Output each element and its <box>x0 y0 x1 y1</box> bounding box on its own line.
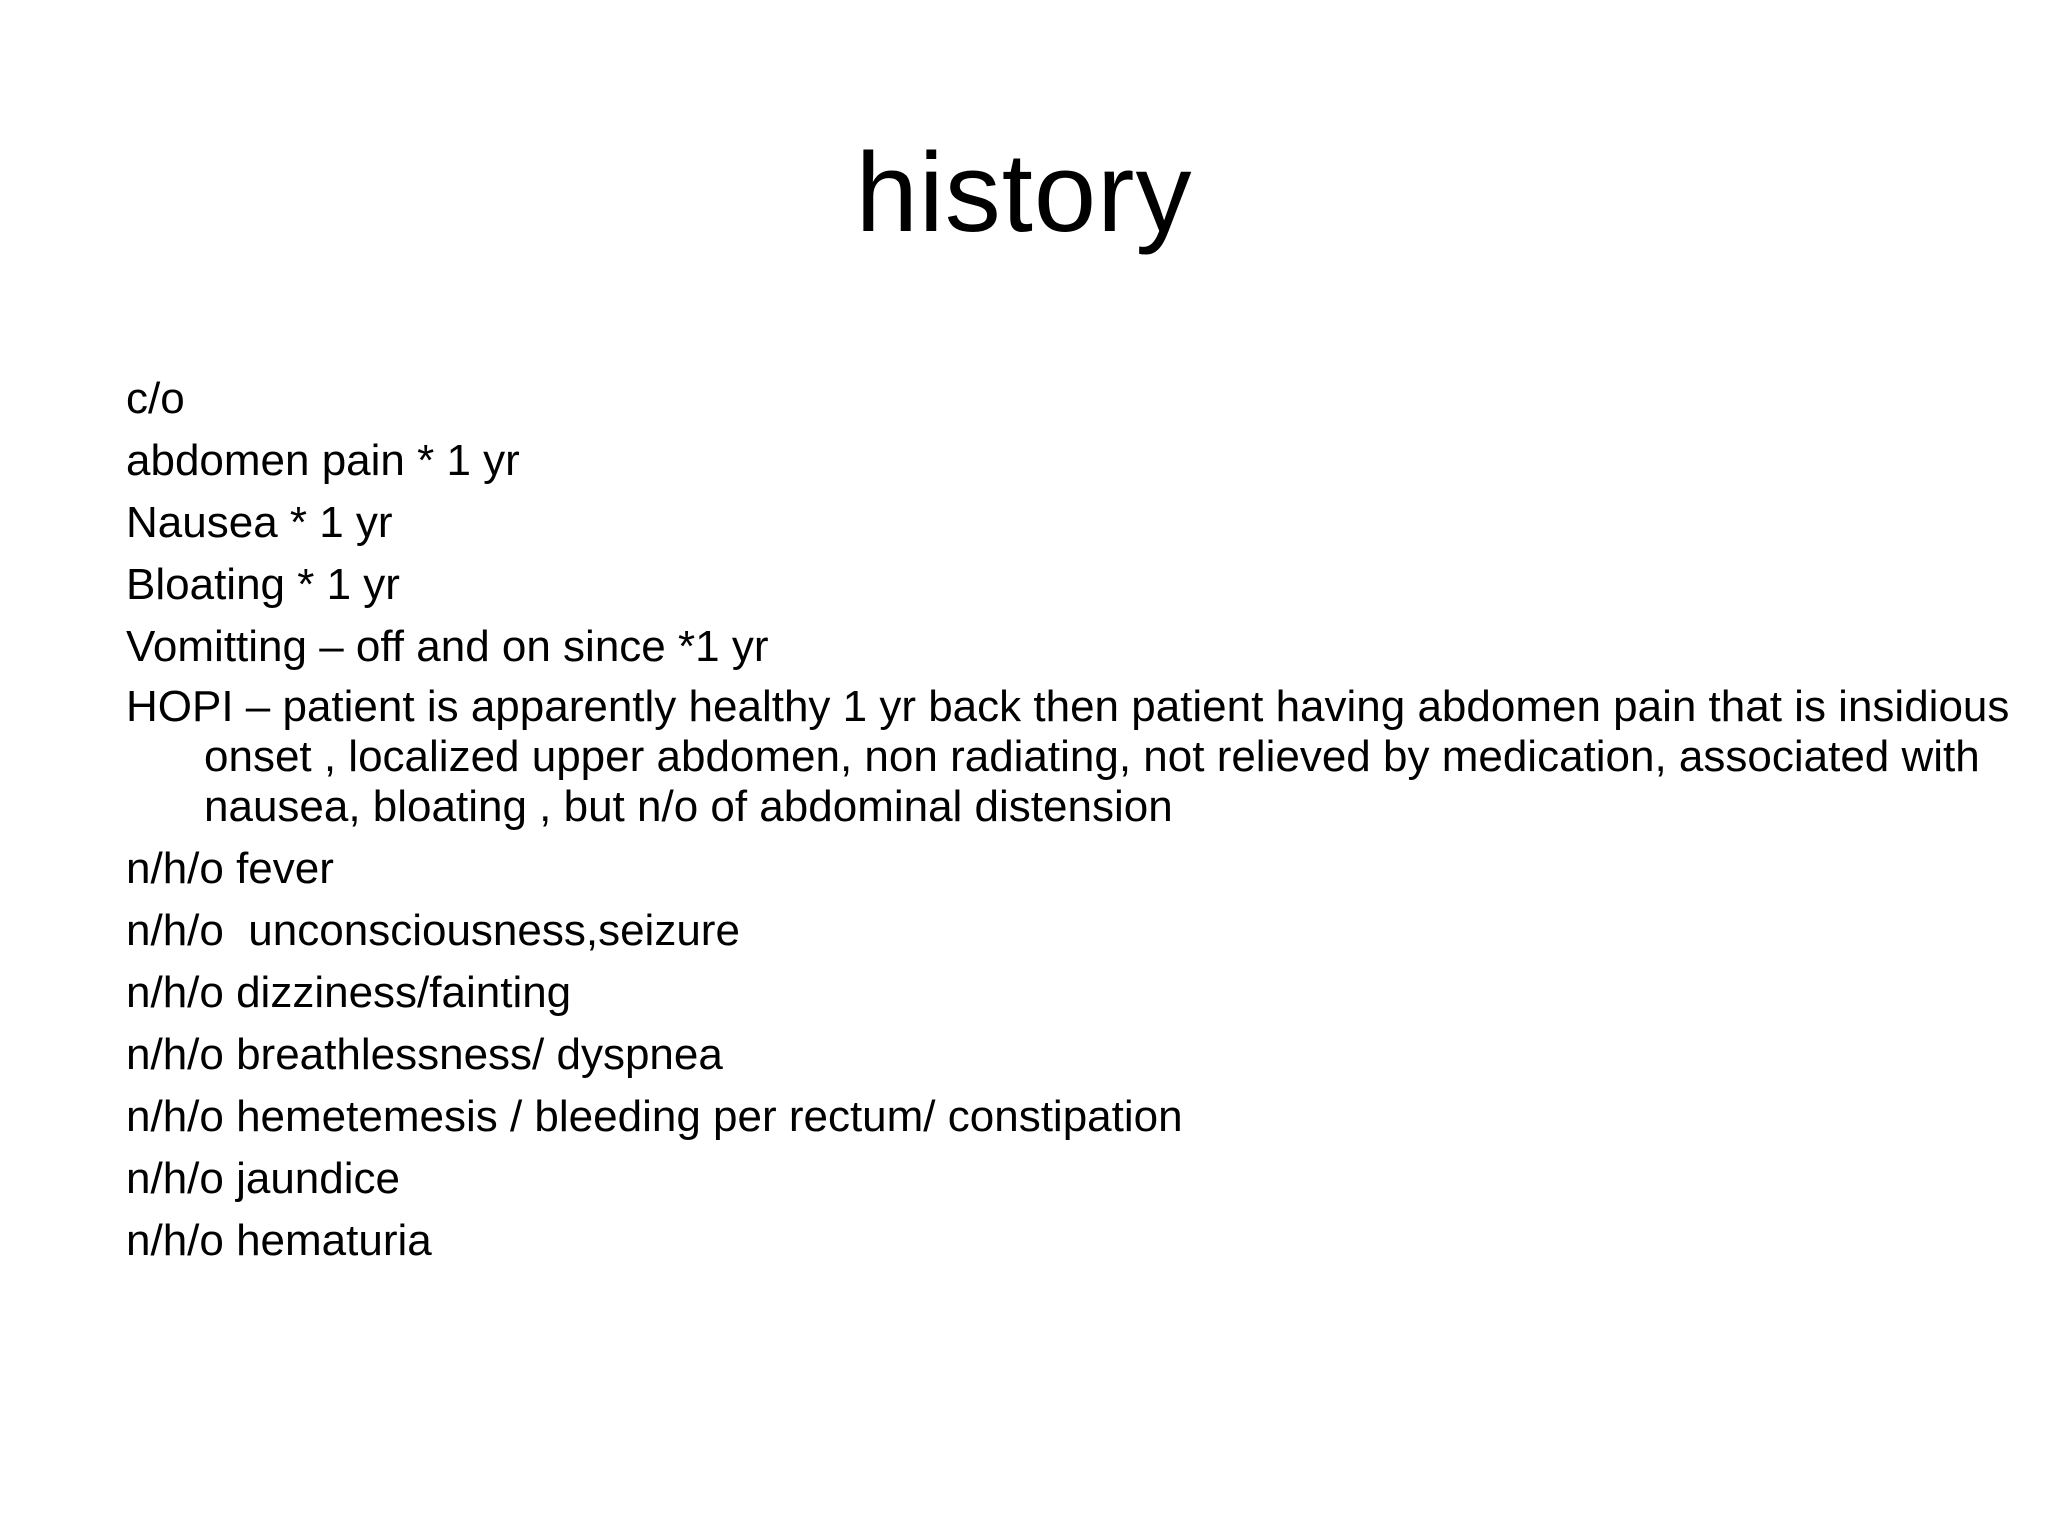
hopi-paragraph: HOPI – patient is apparently healthy 1 yr back then patient having abdomen pain that is insidious onset , localized upper abdomen, non radiating, not relieved by medication, associated with nausea, bloating , but n/o of abdominal distension <box>126 682 2010 831</box>
history-list <box>126 368 2010 1272</box>
list-item: n/h/o jaundice <box>126 1154 400 1203</box>
list-item: Nausea * 1 yr <box>126 498 393 547</box>
list-item: Bloating * 1 yr <box>126 560 400 609</box>
list-item: n/h/o unconsciousness,seizure <box>126 906 740 955</box>
slide-title: history <box>855 130 1193 255</box>
list-item: n/h/o dizziness/fainting <box>126 968 572 1017</box>
list-item: n/h/o hematuria <box>126 1216 432 1265</box>
list-item: Vomitting – off and on since *1 yr <box>126 622 769 671</box>
list-item: c/o <box>126 374 185 423</box>
list-item: n/h/o breathlessness/ dyspnea <box>126 1030 723 1079</box>
list-item: n/h/o fever <box>126 844 334 893</box>
list-item: abdomen pain * 1 yr <box>126 436 520 485</box>
list-item: n/h/o hemetemesis / bleeding per rectum/ constipation <box>126 1092 1183 1141</box>
